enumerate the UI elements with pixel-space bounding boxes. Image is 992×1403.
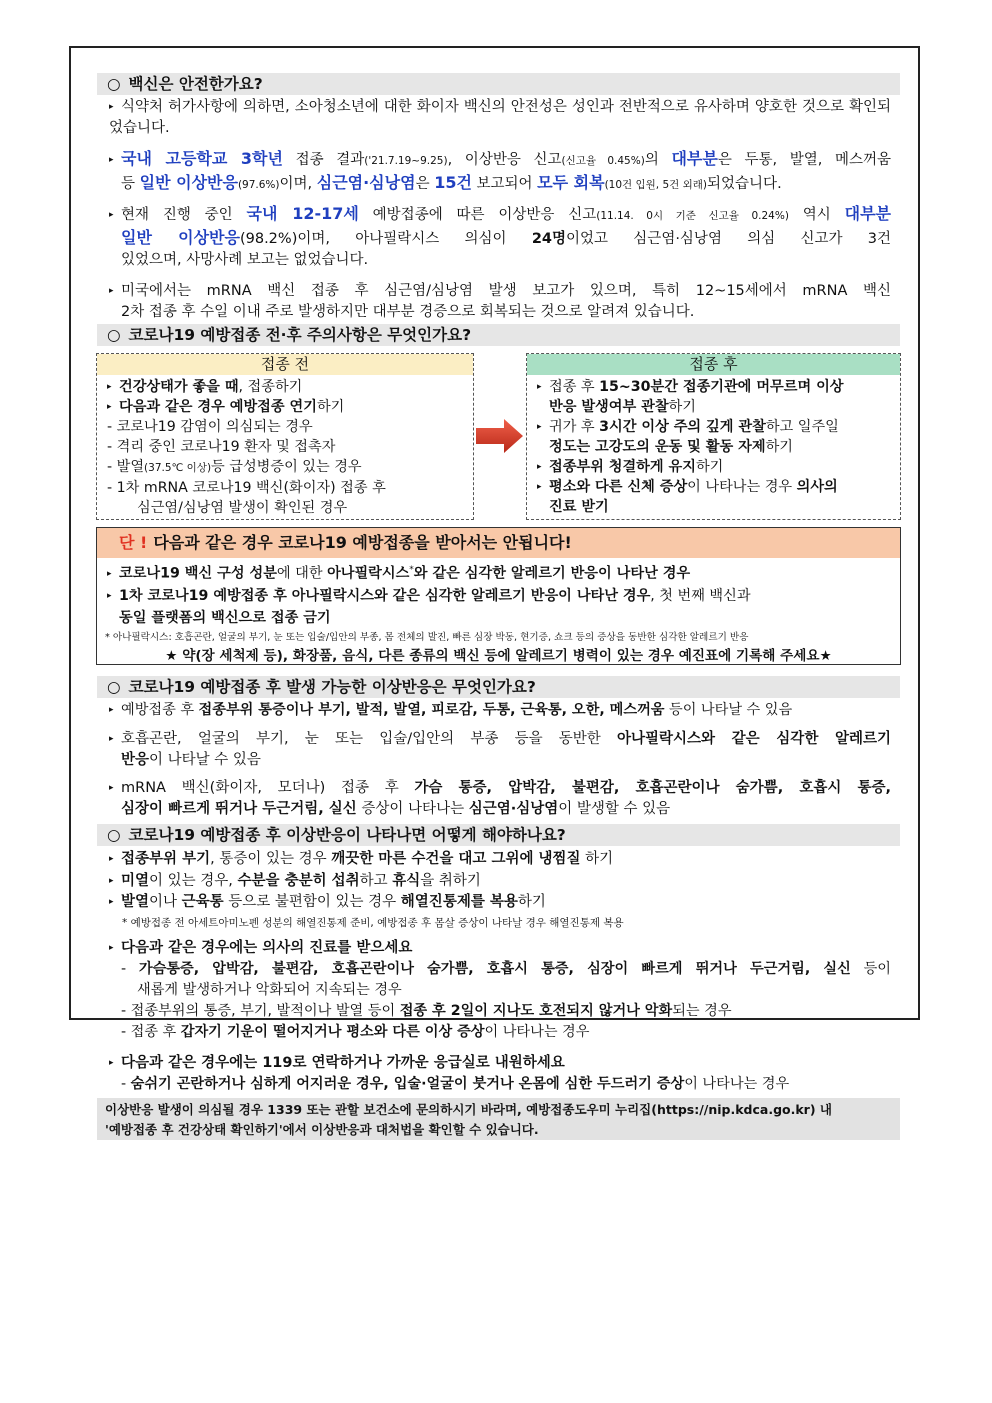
side-effects-bullet-1: ▸ 예방접종 후 접종부위 통증이나 부기, 발적, 발열, 피로감, 두통, 근육통, 오한, 메스꺼움 등이 나타날 수 있음 <box>109 702 793 718</box>
contact-footer: 이상반응 발생이 의심될 경우 1339 또는 관할 보건소에 문의하시기 바라며, 예방접종도우미 누리집(https://nip.kdca.go.kr) 내 '예방접종 후 건강상태 확인하기'에서 이상반응과 대처법을 확인할 수 있습니다. <box>97 1098 900 1140</box>
contraindication-heading: 단 ! 다음과 같은 경우 코로나19 예방접종을 받아서는 안됩니다! <box>97 528 900 558</box>
what-to-do-bullet-2: ▸ 미열이 있는 경우, 수분을 충분히 섭취하고 휴식을 취하기 <box>109 873 481 889</box>
what-to-do-bullet-1: ▸ 접종부위 부기, 통증이 있는 경우 깨끗한 마른 수건을 대고 그위에 냉찜질 하기 <box>109 851 614 867</box>
before-vaccination-box: 접종 전 ▸ 건강상태가 좋을 때, 접종하기 ▸ 다음과 같은 경우 예방접종 연기하기 - 코로나19 감염이 의심되는 경우 - 격리 중인 코로나19 환자 및 접촉자 - 발열(37.5℃ 이상)등 급성병증이 있는 경우 - 1차 mRNA 코로나19 백신(화이자) 접종 후 심근염/심낭염 발생이 확인된 경우 <box>96 353 474 520</box>
safety-bullet-2: ▸ 국내 고등학교 3학년 접종 결과('21.7.19~9.25), 이상반응 신고(신고율 0.45%)의 대부분은 두통, 발열, 메스꺼움 등 일반 이상반응(97.6%)이며, 심근염·심낭염은 15건 보고되어 모두 회복(10건 입원, 5건 외래)되었습니다. <box>109 149 891 192</box>
safety-bullet-1: ▸ 식약처 허가사항에 의하면, 소아청소년에 대한 화이자 백신의 안전성은 성인과 전반적으로 유사하며 양호한 것으로 확인되었습니다. <box>109 99 891 136</box>
section-header-safety: ○ 백신은 안전한가요? <box>97 73 900 95</box>
contraindication-box: 단 ! 다음과 같은 경우 코로나19 예방접종을 받아서는 안됩니다! ▸ 코로나19 백신 구성 성분에 대한 아나필락시스*와 같은 심각한 알레르기 반응이 나타난 경우 ▸ 1차 코로나19 예방접종 후 아나필락시스와 같은 심각한 알레르기 반응이 나타난 경우, 첫 번째 백신과 동일 플랫폼의 백신으로 접종 금기 * 아나필락시스: 호흡곤란, 얼굴의 부기, 눈 또는 입술/입안의 부종, 몸 전체의 발진, 빠른 심장 박동, 현기증, 쇼크 등의 증상을 동반한 심각한 알레르기 반응 ★ 약(장 세척제 등), 화장품, 음식, 다른 종류의 백신 등에 알레르기 병력이 있는 경우 예진표에 기록해 주세요★ <box>96 527 901 665</box>
section-header-precautions: ○ 코로나19 예방접종 전·후 주의사항은 무엇인가요? <box>97 324 900 346</box>
section-header-side-effects: ○ 코로나19 예방접종 후 발생 가능한 이상반응은 무엇인가요? <box>97 676 900 698</box>
what-to-do-bullet-3: ▸ 발열이나 근육통 등으로 불편함이 있는 경우 해열진통제를 복용하기 <box>109 894 546 910</box>
section-header-what-to-do: ○ 코로나19 예방접종 후 이상반응이 나타나면 어떻게 해야하나요? <box>97 824 900 846</box>
after-vaccination-box: 접종 후 ▸ 접종 후 15~30분간 접종기관에 머무르며 이상 반응 발생여부 관찰하기 ▸ 귀가 후 3시간 이상 주의 깊게 관찰하고 일주일 정도는 고강도의 운동 및 활동 자제하기 ▸ 접종부위 청결하게 유지하기 ▸ 평소와 다른 신체 증상이 나타나는 경우 의사의 진료 받기 <box>526 353 901 520</box>
antipyretic-note: * 예방접종 전 아세트아미노펜 성분의 해열진통제 준비, 예방접종 후 몸살 증상이 나타날 경우 해열진통제 복용 <box>122 917 624 929</box>
safety-bullet-3: ▸ 현재 진행 중인 국내 12-17세 예방접종에 따른 이상반응 신고(11.14. 0시 기준 신고율 0.24%) 역시 대부분 일반 이상반응(98.2%)이며, 아나필락시스 의심이 24명이었고 심근염·심낭염 의심 신고가 3건 있었으며, 사망사례 보고는 없었습니다. <box>109 204 892 268</box>
after-vaccination-heading: 접종 후 <box>527 354 900 375</box>
emergency-bullet: ▸ 다음과 같은 경우에는 119로 연락하거나 가까운 응급실로 내원하세요 - 숨쉬기 곤란하거나 심하게 어지러운 경우, 입술·얼굴이 붓거나 온몸에 심한 두드러기 증상이 나타나는 경우 <box>109 1055 790 1092</box>
before-vaccination-heading: 접종 전 <box>97 354 473 375</box>
doctor-visit-bullet: ▸ 다음과 같은 경우에는 의사의 진료를 받으세요 - 가슴통증, 압박감, 불편감, 호흡곤란이나 숨가쁨, 호흡시 통증, 심장이 빠르게 뛰거나 두근거림, 실신 등이 새롭게 발생하거나 악화되어 지속되는 경우 - 접종부위의 통증, 부기, 발적이나 발열 등이 접종 후 2일이 지나도 호전되지 않거나 악화되는 경우 - 접종 후 갑자기 기운이 떨어지거나 평소와 다른 이상 증상이 나타나는 경우 <box>109 940 891 1040</box>
arrow-right-icon <box>476 418 524 454</box>
side-effects-bullet-3: ▸ mRNA 백신(화이자, 모더나) 접종 후 가슴 통증, 압박감, 불편감, 호흡곤란이나 숨가쁨, 호흡시 통증, 심장이 빠르게 뛰거나 두근거림, 실신 증상이 나타나는 심근염·심낭염이 발생할 수 있음 <box>109 780 891 817</box>
safety-bullet-4: ▸ 미국에서는 mRNA 백신 접종 후 심근염/심낭염 발생 보고가 있으며, 특히 12~15세에서 mRNA 백신 2차 접종 후 수일 이내 주로 발생하지만 대부분 경증으로 회복되는 것으로 알려져 있습니다. <box>109 283 891 320</box>
side-effects-bullet-2: ▸ 호흡곤란, 얼굴의 부기, 눈 또는 입술/입안의 부종 등을 동반한 아나필락시스와 같은 심각한 알레르기 반응이 나타날 수 있음 <box>109 731 891 768</box>
